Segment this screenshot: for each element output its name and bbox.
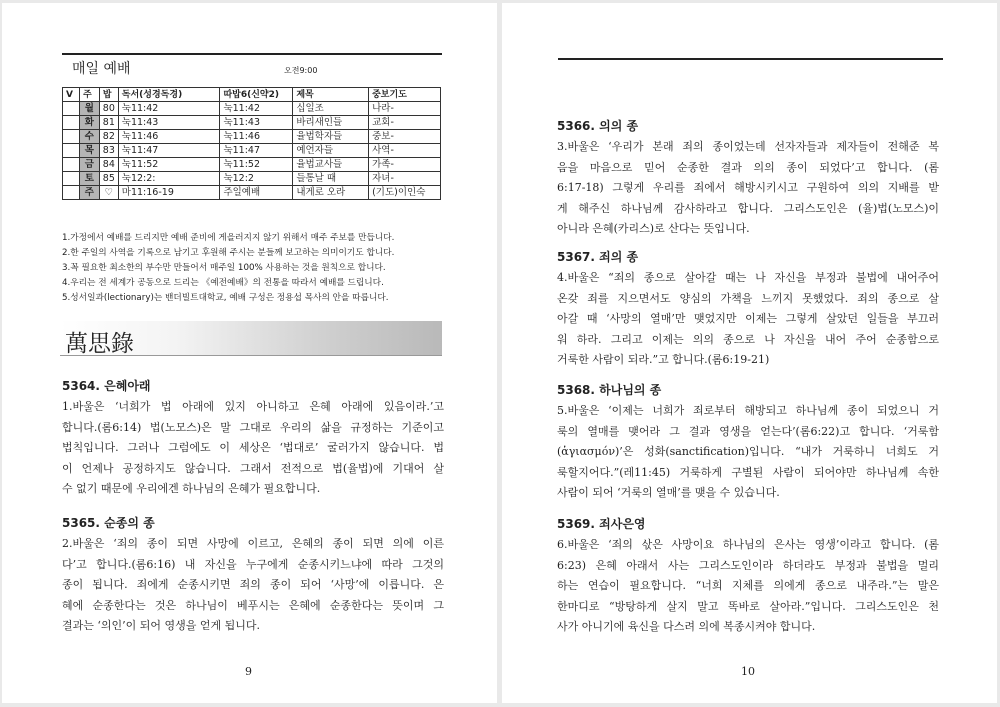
section-line: 종이 됩니다. 죄에게 순종시키면 죄의 종이 되어 ‘사망’에 이릅니다. 은 bbox=[62, 578, 444, 591]
table-body bbox=[63, 102, 441, 200]
section-line: 하는 연습이 필요합니다. “너희 지체를 의에게 종으로 내주라.”는 말은 bbox=[557, 579, 939, 592]
section-line: 6.바울은 ‘죄의 삯은 사망이요 하나님의 은사는 영생’이라고 합니다. (롬 bbox=[557, 538, 939, 551]
note-item: 2.한 주일의 사역을 기록으로 남기고 후원해 주시는 분들께 보고하는 의미이기도 합니다. bbox=[62, 248, 395, 258]
note-item: 1.가정에서 예배를 드리지만 예배 준비에 게을러지지 않기 위해서 매주 주보를 만듭니다. bbox=[62, 233, 395, 243]
page-number: 9 bbox=[245, 665, 252, 678]
day-cell: 화 bbox=[79, 116, 99, 130]
table-row bbox=[63, 116, 441, 130]
table-cell: 눅12:2 bbox=[220, 172, 293, 186]
note-item: 3.꼭 필요한 최소한의 부수만 만들어서 매주일 100% 사용하는 것을 원칙으로 합니다. bbox=[62, 263, 386, 273]
table-header-cell: 밥 bbox=[99, 88, 118, 102]
table-header-cell: V bbox=[63, 88, 80, 102]
section-line: 사람이 되어 ‘거룩의 열매’를 맺을 수 있습니다. bbox=[557, 486, 780, 499]
table-cell: 예언자들 bbox=[293, 144, 369, 158]
table-row bbox=[63, 144, 441, 158]
section-line: 6:17-18) 그렇게 우리를 죄에서 해방시키시고 구원하여 의의 지배를 받 bbox=[557, 181, 939, 194]
day-cell: 토 bbox=[79, 172, 99, 186]
note-item: 4.우리는 전 세계가 공동으로 드리는 《예전예배》의 전통을 따라서 예배를 드립니다. bbox=[62, 278, 384, 288]
banner bbox=[60, 321, 442, 356]
table-cell: 82 bbox=[99, 130, 118, 144]
table-cell: 80 bbox=[99, 102, 118, 116]
table-cell bbox=[63, 102, 80, 116]
table-cell: 81 bbox=[99, 116, 118, 130]
table-row bbox=[63, 186, 441, 200]
table-cell: 내게로 오라 bbox=[293, 186, 369, 200]
section-line: 4.바울은 “죄의 종으로 살아갈 때는 나 자신을 부정과 불법에 내어주어 bbox=[557, 271, 939, 284]
section-line: 수 없기 때문에 우리에겐 하나님의 은혜가 필요합니다. bbox=[62, 482, 321, 495]
section-line: 1.바울은 ‘너희가 법 아래에 있지 아니하고 은혜 아래에 있음이라.’고 bbox=[62, 400, 444, 413]
banner-title: 萬思錄 bbox=[65, 331, 134, 357]
table-cell: 율법학자들 bbox=[293, 130, 369, 144]
table-row bbox=[63, 172, 441, 186]
table-cell bbox=[63, 158, 80, 172]
page-number: 10 bbox=[741, 665, 755, 678]
section-5367 bbox=[557, 246, 939, 371]
table-cell bbox=[63, 144, 80, 158]
table-cell: 84 bbox=[99, 158, 118, 172]
section-5366 bbox=[557, 115, 939, 240]
section-5365 bbox=[62, 512, 444, 637]
table-header-row bbox=[63, 88, 441, 102]
table-header-cell: 주 bbox=[79, 88, 99, 102]
day-cell: 수 bbox=[79, 130, 99, 144]
section-5364 bbox=[62, 375, 444, 500]
table-cell: 눅11:47 bbox=[118, 144, 220, 158]
section-line: 워 하라. 그리고 이제는 의의 종으로 나 자신을 내어 주어 순종함으로 bbox=[557, 332, 939, 346]
section-line: 5.바울은 ‘이제는 너희가 죄로부터 해방되고 하나님께 종이 되었으니 거 bbox=[557, 404, 939, 417]
table-cell: 눅12:2: bbox=[118, 172, 220, 186]
table-cell: 자녀- bbox=[369, 172, 441, 186]
schedule-table bbox=[62, 87, 441, 200]
table-cell: 마11:16-19 bbox=[118, 186, 220, 200]
section-line: 룩할지어다.”(레11:45) 거룩하게 구별된 사람이 되어야만 하나님께 속한 bbox=[557, 465, 939, 479]
table-cell: 십일조 bbox=[293, 102, 369, 116]
table-cell: 눅11:43 bbox=[118, 116, 220, 130]
day-cell: 주 bbox=[79, 186, 99, 200]
section-line: 아니라 은혜(카리스)로 산다는 뜻입니다. bbox=[557, 222, 750, 235]
section-title: 5364. 은혜아래 bbox=[62, 379, 151, 393]
section-line: 룩의 열매를 맺어라 그 결과 영생을 얻는다’(롬6:22)고 합니다. ‘거룩함 bbox=[557, 424, 939, 438]
section-line: 6:23) 은혜 아래서 사는 그리스도인이라 하더라도 부정과 불법을 멀리 bbox=[557, 558, 939, 572]
day-cell: 목 bbox=[79, 144, 99, 158]
table-cell bbox=[63, 130, 80, 144]
table-cell: 눅11:52 bbox=[220, 158, 293, 172]
table-header-cell: 중보기도 bbox=[369, 88, 441, 102]
section-line: 다’고 합니다.(롬6:16) 내 자신을 누구에게 순종시키느냐에 따라 그것의 bbox=[62, 557, 444, 571]
table-header-cell: 제목 bbox=[293, 88, 369, 102]
notes-list bbox=[62, 231, 442, 306]
table-cell bbox=[63, 186, 80, 200]
table-row bbox=[63, 102, 441, 116]
table-header-cell: 따밥6(신약2) bbox=[220, 88, 293, 102]
table-cell: 나라- bbox=[369, 102, 441, 116]
table-cell bbox=[63, 172, 80, 186]
section-line: 결과는 ‘의인’이 되어 영생을 얻게 됩니다. bbox=[62, 619, 260, 632]
table-cell bbox=[63, 116, 80, 130]
section-line: 3.바울은 ‘우리가 본래 죄의 종이었는데 선자자들과 제자들이 전해준 복 bbox=[557, 140, 939, 153]
table-cell: 가족- bbox=[369, 158, 441, 172]
table-cell: (기도)이인숙 bbox=[369, 186, 441, 200]
table-cell: 사역- bbox=[369, 144, 441, 158]
table-cell: 교회- bbox=[369, 116, 441, 130]
table-header-cell: 독서(성경독경) bbox=[118, 88, 220, 102]
top-rule bbox=[62, 53, 442, 55]
table-cell: 중보- bbox=[369, 130, 441, 144]
table-cell: 들통날 때 bbox=[293, 172, 369, 186]
section-line: 게 해주신 하나님께 감사하라고 합니다. 그리스도인은 (율)법(노모스)이 bbox=[557, 201, 939, 215]
table-row bbox=[63, 158, 441, 172]
section-title: 5368. 하나님의 종 bbox=[557, 383, 662, 397]
table-cell: 눅11:42 bbox=[220, 102, 293, 116]
table-cell: 눅11:42 bbox=[118, 102, 220, 116]
note-item: 5.성서일과(lectionary)는 밴더빌트대학교, 예배 구성은 정용섭 목사의 안을 따릅니다. bbox=[62, 293, 389, 303]
section-line: 혜에 순종한다는 것은 하나님이 베푸시는 은혜에 순종한다는 뜻이며 그 bbox=[62, 598, 444, 612]
section-line: 합니다.(롬6:14) 법(노모스)은 말 그대로 우리의 삶을 규정하는 기준이고 bbox=[62, 420, 444, 434]
table-cell: 눅11:47 bbox=[220, 144, 293, 158]
section-line: 이 언제나 공정하지도 않습니다. 그래서 전적으로 법(율법)에 기대어 살 bbox=[62, 461, 444, 475]
right-page bbox=[502, 3, 997, 703]
section-line: 음을 마음으로 믿어 순종한 결과 의의 종이 되었다’고 합니다. (롬 bbox=[557, 160, 939, 174]
table-row bbox=[63, 130, 441, 144]
table-cell: 눅11:52 bbox=[118, 158, 220, 172]
left-page bbox=[2, 3, 497, 703]
table-cell: 주일예배 bbox=[220, 186, 293, 200]
section-title: 5366. 의의 종 bbox=[557, 119, 639, 133]
table-cell: 83 bbox=[99, 144, 118, 158]
section-5368 bbox=[557, 379, 939, 504]
section-line: 한마디로 “방탕하게 살지 말고 똑바로 살아라.”입니다. 그리스도인은 천 bbox=[557, 599, 939, 613]
section-line: 아갈 때 ‘사망의 열매’만 맺었지만 이제는 그렇게 살았던 일들을 부끄러 bbox=[557, 312, 939, 325]
section-5369 bbox=[557, 513, 939, 638]
schedule-title: 매일 예배 bbox=[72, 61, 131, 77]
day-cell: 월 bbox=[79, 102, 99, 116]
section-title: 5367. 죄의 종 bbox=[557, 250, 639, 264]
section-title: 5369. 죄사은영 bbox=[557, 517, 646, 531]
section-line: (ἁγιασμόν)’은 성화(sanctification)입니다. “내가 거룩하니 너희도 거 bbox=[557, 445, 939, 458]
table-cell: ♡ bbox=[99, 186, 118, 200]
table-cell: 눅11:46 bbox=[220, 130, 293, 144]
table-cell: 바리새인들 bbox=[293, 116, 369, 130]
table-cell: 85 bbox=[99, 172, 118, 186]
section-line: 2.바울은 ‘죄의 종이 되면 사망에 이르고, 은혜의 종이 되면 의에 이른 bbox=[62, 537, 444, 550]
section-line: 법칙입니다. 그러나 그럼에도 이 세상은 ‘법대로’ 굴러가지 않습니다. 법 bbox=[62, 441, 444, 454]
section-title: 5365. 순종의 종 bbox=[62, 516, 155, 530]
section-line: 사가 아니기에 육신을 다스려 의에 복종시켜야 합니다. bbox=[557, 620, 816, 633]
table-cell: 율법교사들 bbox=[293, 158, 369, 172]
schedule-time: 오전9:00 bbox=[284, 66, 318, 75]
day-cell: 금 bbox=[79, 158, 99, 172]
table-cell: 눅11:46 bbox=[118, 130, 220, 144]
top-rule bbox=[558, 58, 943, 60]
table-cell: 눅11:43 bbox=[220, 116, 293, 130]
section-line: 온갖 죄를 지으면서도 양심의 가책을 느끼지 못했었다. 죄의 종으로 살 bbox=[557, 291, 939, 305]
section-line: 거룩한 사람이 되라.”고 합니다.(롬6:19-21) bbox=[557, 353, 770, 366]
